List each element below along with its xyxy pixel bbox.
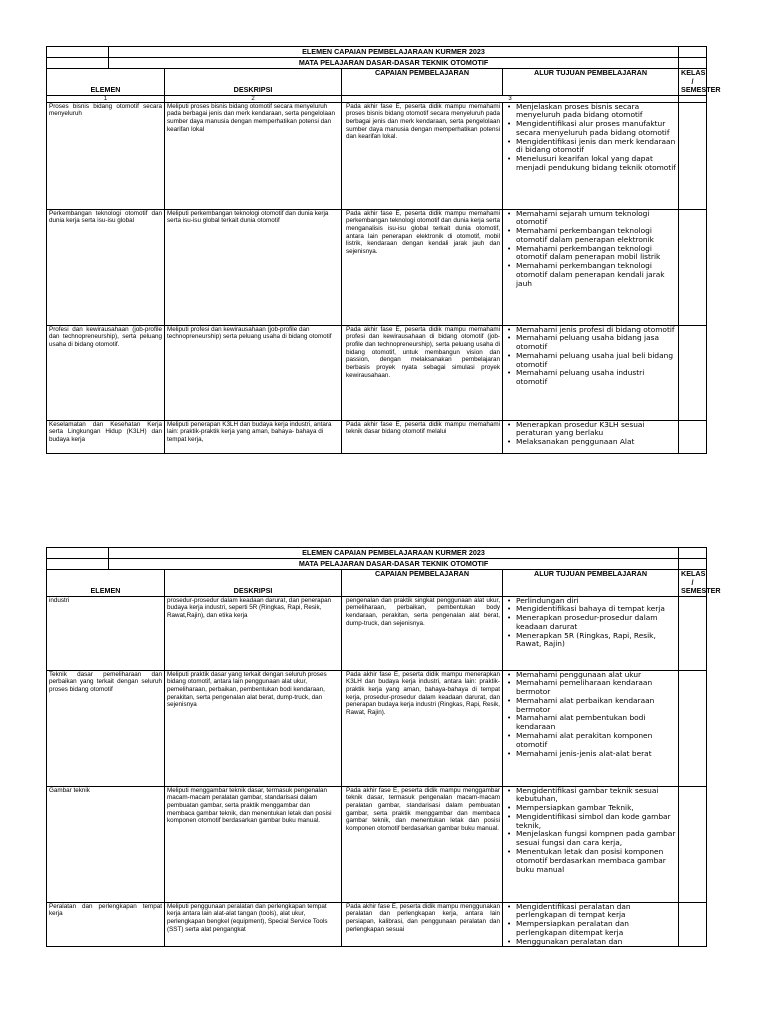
document-subtitle: MATA PELAJARAN DASAR-DASAR TEKNIK OTOMOTIF: [109, 58, 679, 69]
column-number: 3: [342, 95, 679, 102]
table-row: [47, 786, 707, 902]
cell-alur: [503, 786, 679, 902]
column-header-deskripsi: DESKRIPSI: [165, 69, 342, 96]
cell-capaian: Pada akhir fase E, peserta didik mampu menerapkan K3LH dan budaya kerja industri, antara lain: praktik-praktik kerja yang aman, bahaya-bahaya di tempat kerja, prosedur-prosedur dalam keadaan darurat, dan penerapan budaya kerja industri (Ringkas, Rapi, Resik, Rawat, Rajin).: [342, 670, 503, 786]
blank-cell: [679, 58, 707, 69]
list-item: • Memahami jenis-jenis alat-alat berat: [516, 750, 676, 759]
cell-deskripsi: Meliputi profesi dan kewirausahaan (job-profile dan technopreneurship) serta peluang usaha di bidang otomotif: [165, 325, 342, 420]
list-item: • Melaksanakan penggunaan Alat: [516, 438, 676, 447]
cell-elemen: Proses bisnis bidang otomotif secara menyeluruh: [47, 102, 165, 209]
cell-capaian: Pada akhir fase E, peserta didik mampu memahami profesi dan kewirausahaan di bidang otomotif (job-profile dan technopreneurship), serta peluang usaha di bidang otomotif, untuk membangun vision dan passion, dengan melaksanakan pembelajaran berbasis proyek nyata sebagai simulasi proyek kewirausahaan.: [342, 325, 503, 420]
blank-cell: [47, 559, 109, 570]
cell-deskripsi: Meliputi penggunaan peralatan dan perlengkapan tempat kerja antara lain alat-alat tangan (tools), alat ukur, perlengkapan bengkel (equipment), Special Service Tools (SST) serta alat pengangkat: [165, 902, 342, 947]
list-item: • Memahami peluang usaha jual beli bidang otomotif: [516, 352, 676, 370]
cell-kelas: [679, 420, 707, 453]
cell-elemen: Teknik dasar pemeliharaan dan perbaikan yang terkait dengan seluruh proses bidang otomotif: [47, 670, 165, 786]
cell-capaian: Pada akhir fase E, peserta didik mampu memahami perkembangan teknologi otomotif dan dunia kerja serta menganalisis isu-isu global terkait dunia otomotif, antara lain penerapan elektronik di otomotif, mobil listrik, kendaraan dengan kendali jarak jauh dan sejenisnya.: [342, 209, 503, 325]
cell-capaian: Pada akhir fase E, peserta didik mampu memahami proses bisnis bidang otomotif secara menyeluruh pada berbagai jenis dan merk kendaraan, serta pengelolaan sumber daya manusia dengan memperhatikan potensi dan kearifan lokal.: [342, 102, 503, 209]
blank-cell: [47, 47, 109, 58]
column-header-elemen: ELEMEN: [47, 69, 165, 96]
list-item: • Memahami perkembangan teknologi otomotif dalam penerapan mobil listrik: [516, 245, 676, 263]
blank-cell: [679, 95, 707, 102]
list-item: • Menjelaskan fungsi kompnen pada gambar sesuai fungsi dan cara kerja,: [516, 830, 676, 848]
list-item: • Mengidentifikasi jenis dan merk kendaraan di bidang otomotif: [516, 138, 676, 156]
table-row: [47, 596, 707, 670]
cell-alur: [503, 670, 679, 786]
table-row: [47, 420, 707, 453]
cell-deskripsi: Meliputi praktik dasar yang terkait dengan seluruh proses bidang otomotif, antara lain penggunaan alat ukur, pemeliharaan, perbaikan, pembentukan bodi kendaraan, perakitan, serta pengenalan alat berat, dump-truck, dan sejenisnya: [165, 670, 342, 786]
column-header-capaian: CAPAIAN PEMBELAJARAN: [342, 69, 503, 96]
list-item: • Menentukan letak dan posisi komponen otomotif berdasarkan membaca gambar buku manual: [516, 848, 676, 874]
table-row: [47, 325, 707, 420]
list-item: • Memahami perkembangan teknologi otomotif dalam penerapan elektronik: [516, 227, 676, 245]
cell-deskripsi: prosedur-prosedur dalam keadaan darurat, dan penerapan budaya kerja industri, seperti 5R (Ringkas, Rapi, Resik, Rawat,Rajin), dan etika kerja: [165, 596, 342, 670]
column-header-capaian: CAPAIAN PEMBELAJARAN: [342, 570, 503, 597]
cell-deskripsi: Meliputi menggambar teknik dasar, termasuk pengenalan macam-macam peralatan gambar, standarisasi dalam pembuatan gambar, serta praktik menggambar dan membaca gambar teknik, dan menentukan letak dan posisi komponen otomotif berdasarkan gambar buku manual.: [165, 786, 342, 902]
list-item: • Menjelaskan proses bisnis secara menyeluruh pada bidang otomotif: [516, 103, 676, 121]
list-item: • Menggunakan peralatan dan: [516, 938, 676, 947]
curriculum-table-2: [46, 547, 721, 947]
cell-alur: [503, 325, 679, 420]
cell-deskripsi: Meliputi proses bisnis bidang otomotif secara menyeluruh pada berbagai jenis dan merk kendaraan, serta pengelolaan sumber daya manusia dengan memperhatikan potensi dan kearifan lokal: [165, 102, 342, 209]
list-item: • Mamahami alat pembentukan bodi kendaraan: [516, 714, 676, 732]
cell-deskripsi: Meliputi perkembangan teknologi otomotif dan dunia kerja serta isu-isu global terkait dunia otomotif: [165, 209, 342, 325]
column-number: 1: [47, 95, 165, 102]
cell-alur: [503, 902, 679, 947]
list-item: • Memahami penggunaan alat ukur: [516, 671, 676, 680]
cell-alur: [503, 209, 679, 325]
table-row: [47, 670, 707, 786]
list-item: • Mempersiapkan gambar Teknik,: [516, 804, 676, 813]
cell-kelas: [679, 902, 707, 947]
list-item: • Menerapkan 5R (Ringkas, Rapi, Resik, Rawat, Rajin): [516, 632, 676, 650]
cell-alur: [503, 420, 679, 453]
cell-kelas: [679, 325, 707, 420]
cell-kelas: [679, 209, 707, 325]
document-page-2: [46, 547, 721, 947]
cell-deskripsi: Meliputi penerapan K3LH dan budaya kerja industri, antara lain: praktik-praktik kerja yang aman, bahaya- bahaya di tempat kerja,: [165, 420, 342, 453]
list-item: • Memahami perkembangan teknologi otomotif dalam penerapan kendali jarak jauh: [516, 262, 676, 288]
cell-alur: [503, 102, 679, 209]
cell-capaian: Pada akhir fase E, peserta didik mampu memahami teknik dasar bidang otomotif melalui: [342, 420, 503, 453]
list-item: • Memahami sejarah umum teknologi otomotif: [516, 210, 676, 228]
cell-elemen: Peralatan dan perlengkapan tempat kerja: [47, 902, 165, 947]
cell-capaian: pengenalan dan praktik singkat penggunaan alat ukur, pemeliharaan, perbaikan, pembentukan body kendaraan, perakitan, serta pengenalan alat berat, dump-truck, dan sejenisnya.: [342, 596, 503, 670]
cell-kelas: [679, 102, 707, 209]
list-item: • Mengidentifikasi alur proses manufaktur secara menyeluruh pada bidang otomotif: [516, 120, 676, 138]
cell-capaian: Pada akhir fase E, peserta didik mampu menggambar teknik dasar, termasuk pengenalan macam-macam peralatan gambar, standarisasi dalam pembuatan gambar, serta praktik menggambar dan membaca gambar teknik, dan menentukan letak dan posisi komponen otomotif berdasarkan gambar buku manual.: [342, 786, 503, 902]
cell-elemen: Gambar teknik: [47, 786, 165, 902]
list-item: • Mengidentifikasi gambar teknik sesuai kebutuhan,: [516, 787, 676, 805]
document-page-1: [46, 46, 721, 454]
column-header-deskripsi: DESKRIPSI: [165, 570, 342, 597]
list-item: • Mengidentifikasi simbol dan kode gambar teknik,: [516, 813, 676, 831]
cell-kelas: [679, 786, 707, 902]
column-number: 2: [165, 95, 342, 102]
column-header-kelas: KELAS / SEMESTER: [679, 570, 707, 597]
list-item: • Menerapkan prosedur K3LH sesuai peraturan yang berlaku: [516, 421, 676, 439]
cell-elemen: Keselamatan dan Kesehatan Kerja serta Lingkungan Hidup (K3LH) dan budaya kerja: [47, 420, 165, 453]
list-item: • Memahami pemeliharaan kendaraan bermotor: [516, 679, 676, 697]
list-item: • Memahami alat perbaikan kendaraan bermotor: [516, 697, 676, 715]
cell-capaian: Pada akhir fase E, peserta didik mampu menggunakan peralatan dan perlengkapan kerja, antara lain persiapan, kalibrasi, dan penggunaan peralatan dan perlengkapan sesuai: [342, 902, 503, 947]
curriculum-table-1: [46, 46, 721, 454]
blank-cell: [679, 548, 707, 559]
cell-elemen: industri: [47, 596, 165, 670]
list-item: • Mengidentifikasi peralatan dan perlengkapan di tempat kerja: [516, 903, 676, 921]
column-header-kelas: KELAS / SEMESTER: [679, 69, 707, 96]
blank-cell: [679, 559, 707, 570]
list-item: • Menelusuri kearifan lokal yang dapat menjadi pendukung bidang teknik otomotif: [516, 155, 676, 173]
cell-elemen: Perkembangan teknologi otomotif dan dunia kerja serta isu-isu global: [47, 209, 165, 325]
column-header-alur: ALUR TUJUAN PEMBELAJARAN: [503, 570, 679, 597]
list-item: • Mengidentifikasi bahaya di tempat kerja: [516, 605, 676, 614]
document-title: ELEMEN CAPAIAN PEMBELAJARAAN KURMER 2023: [109, 47, 679, 58]
table-row: [47, 102, 707, 209]
document-title: ELEMEN CAPAIAN PEMBELAJARAAN KURMER 2023: [109, 548, 679, 559]
cell-alur: [503, 596, 679, 670]
blank-cell: [679, 47, 707, 58]
cell-elemen: Profesi dan kewirausahaan (job-profile dan technopreneurship), serta peluang usaha di bidang otomotif.: [47, 325, 165, 420]
column-header-elemen: ELEMEN: [47, 570, 165, 597]
list-item: • Menerapkan prosedur-prosedur dalam keadaan darurat: [516, 614, 676, 632]
cell-kelas: [679, 596, 707, 670]
blank-cell: [47, 548, 109, 559]
table-row: [47, 902, 707, 947]
list-item: • Memahami jenis profesi di bidang otomotif: [516, 326, 676, 335]
list-item: • Memahami peluang usaha bidang jasa otomotif: [516, 334, 676, 352]
list-item: • Mempersiapkan peralatan dan perlengkapan ditempat kerja: [516, 920, 676, 938]
column-header-alur: ALUR TUJUAN PEMBELAJARAN: [503, 69, 679, 96]
document-subtitle: MATA PELAJARAN DASAR-DASAR TEKNIK OTOMOTIF: [109, 559, 679, 570]
list-item: • Memahami alat perakitan komponen otomotif: [516, 732, 676, 750]
table-row: [47, 209, 707, 325]
blank-cell: [47, 58, 109, 69]
list-item: • Memahami peluang usaha industri otomotif: [516, 369, 676, 387]
cell-kelas: [679, 670, 707, 786]
list-item: • Perlindungan diri: [516, 597, 676, 606]
